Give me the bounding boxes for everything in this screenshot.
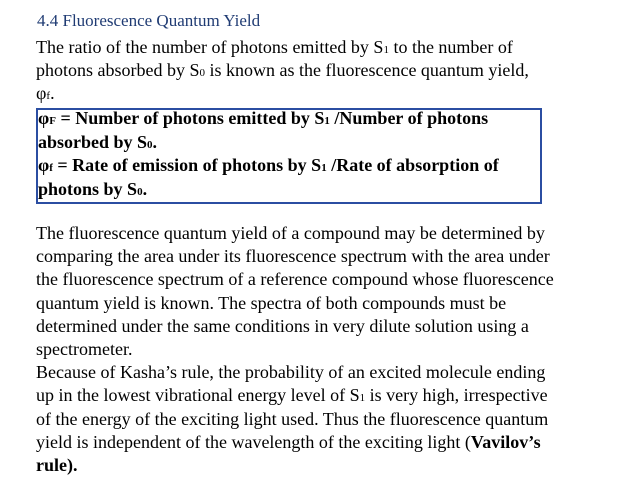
phi-symbol: φ: [36, 83, 47, 104]
definition-text: [38, 107, 499, 201]
method-line: quantum yield is known. The spectra of both compounds must be: [36, 292, 507, 313]
subscript: 0: [147, 138, 153, 151]
subscript: 1: [321, 162, 327, 174]
subscript: F: [49, 115, 56, 127]
text: .: [50, 83, 55, 104]
subscript: f: [46, 90, 51, 103]
definition-line-4: [38, 178, 499, 202]
text: /Rate of absorption of: [326, 155, 499, 175]
definition-line-3: [38, 154, 499, 178]
text: photons absorbed by S: [36, 60, 200, 81]
method-line: determined under the same conditions in very dilute solution using a: [36, 315, 529, 336]
text: photons by S: [38, 178, 138, 199]
subscript: f: [49, 162, 53, 174]
vavilov-rule-term-end: rule).: [36, 454, 78, 475]
method-paragraph: [36, 222, 626, 477]
kasha-line: [36, 431, 626, 454]
text: The ratio of the number of photons emitted by S: [36, 37, 384, 57]
subscript: 1: [359, 392, 366, 405]
intro-paragraph: [36, 36, 626, 106]
text: yield is independent of the wavelength of the exciting light (: [36, 431, 471, 452]
text: .: [152, 131, 158, 152]
definition-line-1: [38, 107, 499, 131]
phi-symbol: φ: [38, 155, 50, 175]
phi-symbol: φ: [38, 108, 50, 128]
method-line: spectrometer.: [36, 338, 133, 359]
definition-line-2: [38, 131, 499, 155]
text: is known as the fluorescence quantum yield,: [205, 60, 529, 81]
vavilov-rule-term: Vavilov’s: [470, 431, 541, 452]
kasha-line: of the energy of the exciting light used. Thus the fluorescence quantum: [36, 408, 549, 429]
text: up in the lowest vibrational energy level of S: [36, 385, 360, 406]
text: .: [142, 178, 148, 199]
method-line: The fluorescence quantum yield of a compound may be determined by: [36, 223, 545, 243]
kasha-line: Because of Kasha’s rule, the probability of an excited molecule ending: [36, 362, 546, 383]
kasha-line: [36, 384, 626, 407]
intro-line-2: [36, 59, 626, 82]
subscript: 1: [383, 44, 389, 56]
slide-title: 4.4 Fluorescence Quantum Yield: [37, 11, 261, 30]
method-line: the fluorescence spectrum of a reference compound whose fluorescence: [36, 269, 554, 290]
subscript: 0: [137, 185, 143, 198]
intro-line-1: [36, 36, 626, 59]
text: absorbed by S: [38, 131, 148, 152]
text: to the number of: [388, 37, 513, 57]
method-line: comparing the area under its fluorescence spectrum with the area under: [36, 246, 550, 267]
text: = Number of photons emitted by S: [55, 108, 325, 128]
subscript: 0: [199, 67, 205, 80]
intro-line-3: [36, 82, 626, 105]
text: /Number of photons: [329, 108, 489, 128]
subscript: 1: [324, 115, 330, 127]
text: = Rate of emission of photons by S: [52, 155, 322, 175]
text: is very high, irrespective: [365, 385, 548, 406]
